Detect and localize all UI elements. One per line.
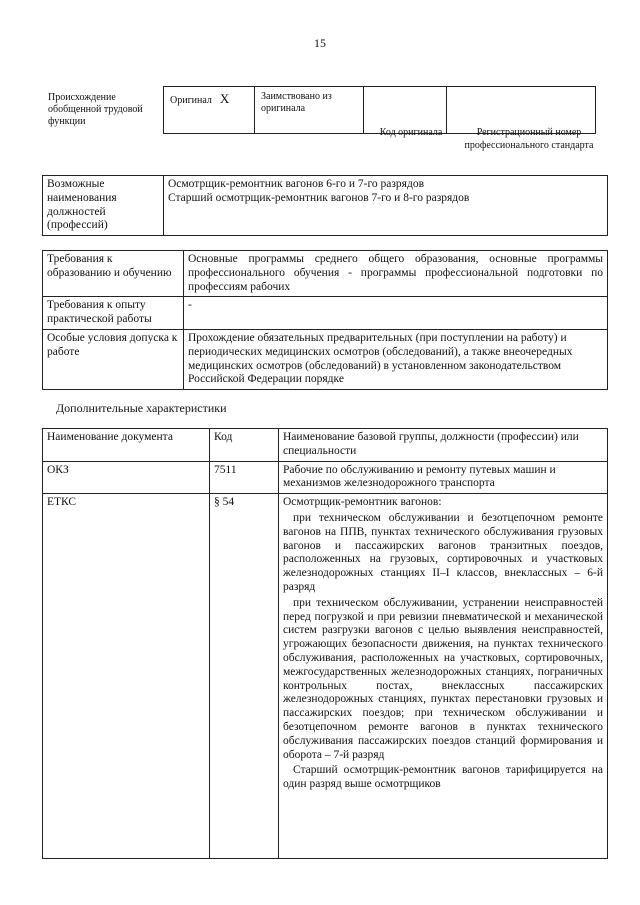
experience-value: -	[184, 297, 608, 330]
original-mark: X	[219, 91, 230, 106]
okz-code: 7511	[210, 461, 279, 494]
etks-paragraph: при техническом обслуживании и безотцепочном ремонте вагонов на ППВ, пунктах технического обслуживания грузовых вагонов и пассажирских вагонов транзитных поездов, расположенных на грузовых, сортировочных и участковых железнодорожных станциях II–I классов, внеклассных – 6-й разряд	[283, 511, 603, 593]
page-number: 15	[314, 36, 326, 50]
etks-title: Осмотрщик-ремонтник вагонов:	[283, 496, 442, 509]
admission-label: Особые условия допуска к работе	[43, 329, 184, 389]
etks-code: § 54	[210, 494, 279, 859]
requirement-row	[43, 251, 608, 297]
header-doc: Наименование документа	[43, 429, 210, 462]
positions-label: Возможные наименования должностей (профессий)	[43, 176, 164, 236]
origin-label: Происхождение обобщенной трудовой функции	[48, 92, 143, 127]
requirements-table	[42, 250, 608, 390]
header-name: Наименование базовой группы, должности (профессии) или специальности	[279, 429, 608, 462]
admission-value: Прохождение обязательных предварительных (при поступлении на работу) и периодических медицинских осмотров (обследований), а также внеочередных медицинских осмотров (обследований) в установленном законодательством Российской Федерации порядке	[184, 329, 608, 389]
position-line: Осмотрщик-ремонтник вагонов 6-го и 7-го разрядов	[168, 178, 424, 190]
etks-paragraph: Старший осмотрщик-ремонтник вагонов тарифицируется на один разряд выше осмотрщиков	[283, 764, 603, 791]
original-cell	[164, 87, 255, 134]
education-label: Требования к образованию и обучению	[43, 251, 184, 297]
header-code: Код	[210, 429, 279, 462]
requirement-row	[43, 329, 608, 389]
original-label: Оригинал	[170, 95, 212, 106]
code-original-label: Код оригинала	[379, 127, 443, 138]
requirement-row	[43, 297, 608, 330]
additional-table	[42, 428, 608, 859]
reg-number-label: Регистрационный номер профессионального стандарта	[464, 127, 594, 151]
etks-doc: ЕТКС	[43, 494, 210, 859]
additional-heading: Дополнительные характеристики	[56, 401, 227, 415]
borrowed-cell: Заимствовано из оригинала	[255, 87, 364, 134]
positions-table	[42, 175, 608, 236]
positions-value	[164, 176, 608, 236]
header-row	[43, 429, 608, 462]
okz-name: Рабочие по обслуживанию и ремонту путевых машин и механизмов железнодорожного транспорта	[279, 461, 608, 494]
position-line: Старший осмотрщик-ремонтник вагонов 7-го и 8-го разрядов	[168, 191, 470, 204]
table-row	[43, 494, 608, 859]
okz-doc: ОКЗ	[43, 461, 210, 494]
etks-paragraph: при техническом обслуживании, устранении неисправностей перед погрузкой и при ревизии пневматической и механической систем разгрузки вагонов с целью выявления неисправностей, угрожающих безопасности движения, на пунктах технического обслуживания, расположенных на участковых, сортировочных, межгосударственных железнодорожных станциях, пограничных контрольных постах, внеклассных пассажирских железнодорожных станциях, пунктах перестановки грузовых и пассажирских поездов; при техническом обслуживании и безотцепочном ремонте вагонов в пунктах технического обслуживания пассажирских поездов станций формирования и оборота – 7-й разряд	[283, 596, 603, 761]
table-row	[43, 461, 608, 494]
education-value: Основные программы среднего общего образования, основные программы профессионального обучения - программы профессиональной подготовки по профессиям рабочих	[184, 251, 608, 297]
etks-name	[279, 494, 608, 859]
experience-label: Требования к опыту практической работы	[43, 297, 184, 330]
